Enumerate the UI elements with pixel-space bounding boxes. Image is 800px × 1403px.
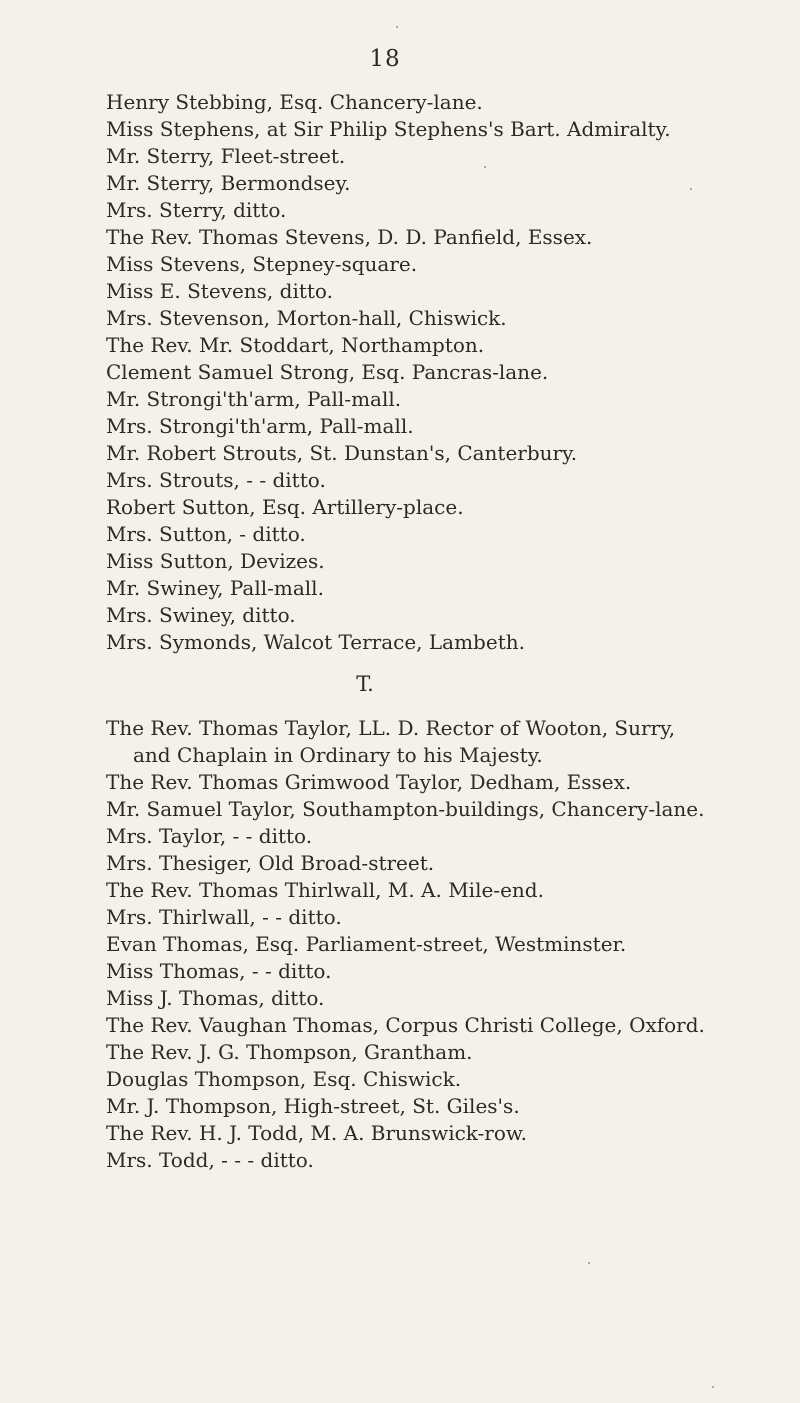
list-entry: Mrs. Todd, - - - ditto.: [106, 1148, 314, 1172]
paper-speck: [690, 188, 692, 190]
list-entry: Miss Sutton, Devizes.: [106, 549, 325, 573]
list-entry: The Rev. H. J. Todd, M. A. Brunswick-row.: [106, 1121, 528, 1145]
page-number: 18: [369, 46, 401, 72]
list-entry: Robert Sutton, Esq. Artillery-place.: [106, 495, 464, 519]
list-entry: Mrs. Symonds, Walcot Terrace, Lambeth.: [106, 630, 525, 654]
list-entry: Miss J. Thomas, ditto.: [106, 986, 325, 1010]
paper-speck: [588, 1262, 590, 1264]
list-entry: Douglas Thompson, Esq. Chiswick.: [106, 1067, 462, 1091]
paper-speck: [484, 166, 486, 168]
list-entry: Mrs. Taylor, - - ditto.: [106, 824, 313, 848]
section-heading-t: T.: [356, 672, 374, 696]
paper-speck: [712, 1386, 714, 1388]
list-entry: Mrs. Thirlwall, - - ditto.: [106, 905, 342, 929]
list-entry: Mrs. Sutton, - ditto.: [106, 522, 306, 546]
list-entry: Miss Stevens, Stepney-square.: [106, 252, 418, 276]
list-entry: Clement Samuel Strong, Esq. Pancras-lane.: [106, 360, 549, 384]
list-entry: Miss Thomas, - - ditto.: [106, 959, 332, 983]
list-entry: Mr. Swiney, Pall-mall.: [106, 576, 324, 600]
list-entry: Mrs. Strouts, - - ditto.: [106, 468, 326, 492]
list-entry: Miss E. Stevens, ditto.: [106, 279, 333, 303]
list-entry: Mr. Strongi'th'arm, Pall-mall.: [106, 387, 402, 411]
list-entry: Mr. Sterry, Bermondsey.: [106, 171, 351, 195]
list-entry: Mrs. Strongi'th'arm, Pall-mall.: [106, 414, 414, 438]
list-entry: Miss Stephens, at Sir Philip Stephens's Bart. Admiralty.: [106, 117, 671, 141]
list-entry: The Rev. Thomas Taylor, LL. D. Rector of Wooton, Surry,: [106, 716, 676, 740]
list-entry: Mr. J. Thompson, High-street, St. Giles's.: [106, 1094, 520, 1118]
list-entry: Evan Thomas, Esq. Parliament-street, Westminster.: [106, 932, 627, 956]
list-entry: The Rev. J. G. Thompson, Grantham.: [106, 1040, 473, 1064]
list-entry: The Rev. Vaughan Thomas, Corpus Christi College, Oxford.: [106, 1013, 705, 1037]
list-entry: Mr. Sterry, Fleet-street.: [106, 144, 346, 168]
paper-speck: [396, 26, 398, 28]
list-entry: The Rev. Thomas Stevens, D. D. Panfield, Essex.: [106, 225, 593, 249]
list-entry: Henry Stebbing, Esq. Chancery-lane.: [106, 90, 483, 114]
list-entry: The Rev. Mr. Stoddart, Northampton.: [106, 333, 485, 357]
list-entry: Mrs. Sterry, ditto.: [106, 198, 287, 222]
list-entry: Mrs. Swiney, ditto.: [106, 603, 296, 627]
list-entry-continuation: and Chaplain in Ordinary to his Majesty.: [133, 743, 543, 767]
list-entry: Mr. Samuel Taylor, Southampton-buildings, Chancery-lane.: [106, 797, 705, 821]
list-entry: The Rev. Thomas Thirlwall, M. A. Mile-end.: [106, 878, 544, 902]
list-entry: Mr. Robert Strouts, St. Dunstan's, Canterbury.: [106, 441, 578, 465]
list-entry: Mrs. Thesiger, Old Broad-street.: [106, 851, 435, 875]
list-entry: The Rev. Thomas Grimwood Taylor, Dedham, Essex.: [106, 770, 632, 794]
list-entry: Mrs. Stevenson, Morton-hall, Chiswick.: [106, 306, 507, 330]
